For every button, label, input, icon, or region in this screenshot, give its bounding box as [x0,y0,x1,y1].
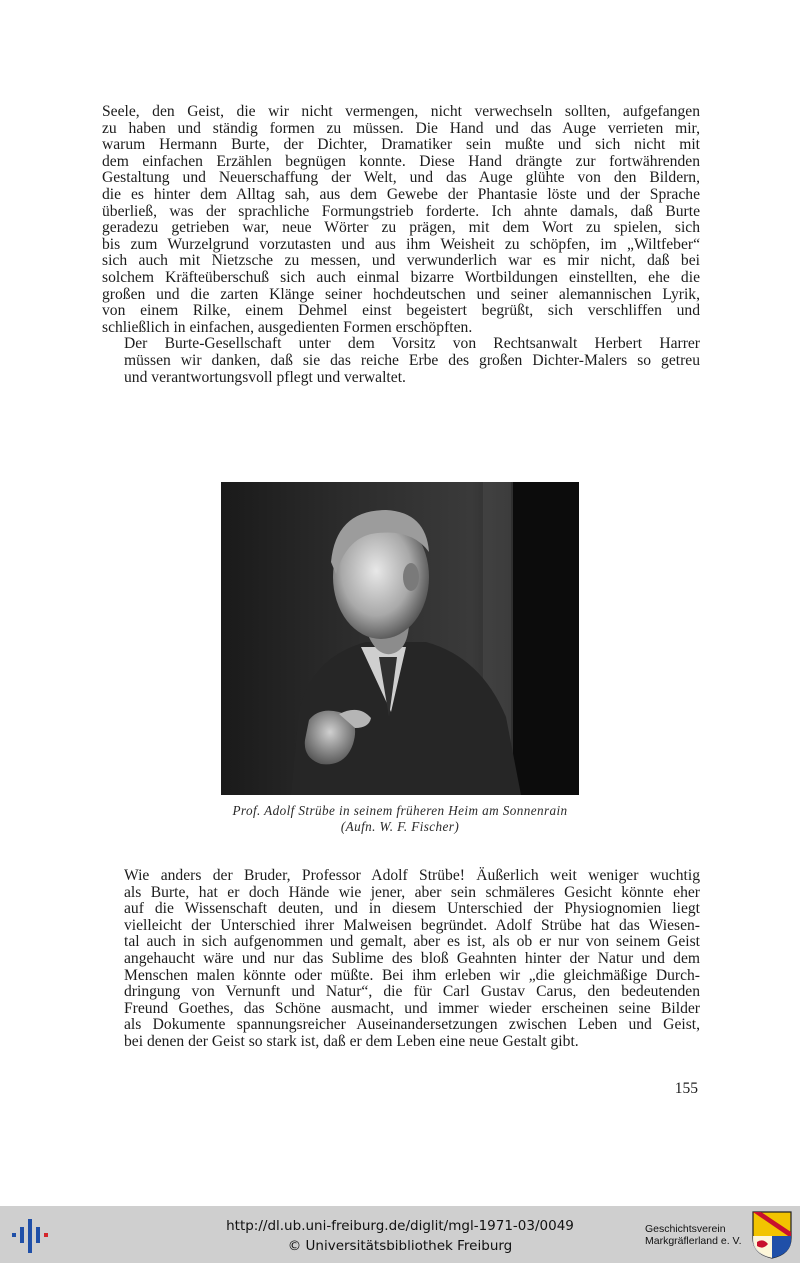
text-line: müssen wir danken, daß sie das reiche Erbe des großen Dichter-Malers so getreu [124,351,700,369]
text-line: auf die Wissenschaft deuten, und in diesem Unterschied der Physiognomien liegt [124,900,700,918]
text-line: warum Hermann Burte, der Dichter, Dramatiker sein mußte und sich nicht mit [102,136,700,154]
text-line: dringung von Vernunft und Natur“, die für Carl Gustav Carus, den bedeutenden [124,983,700,1001]
page-number: 155 [674,1080,698,1097]
footer-center [150,1216,650,1256]
text-line: Menschen malen könnte oder müßte. Bei ihm erleben wir „die gleichmäßige Durch- [124,966,700,984]
text-block-bottom [102,868,700,1051]
caption-title: Prof. Adolf Strübe in seinem früheren Heim am Sonnenrain [232,803,568,818]
paragraph-burte-society [102,336,700,386]
text-line: von einem Rilke, einem Dehmel einst begeistert begrüßt, sich verschliffen und [102,302,700,320]
text-line: vielleicht der Unterschied ihrer Malweisen begründet. Adolf Strübe hat das Wiesen- [124,916,700,934]
text-line: bei denen der Geist so stark ist, daß er dem Leben eine neue Gestalt gibt. [124,1032,579,1050]
text-line: Wie anders der Bruder, Professor Adolf Strübe! Äußerlich weit weniger wuchtig [124,867,700,884]
text-line: Seele, den Geist, die wir nicht vermengen, nicht verwechseln sollten, aufgefangen [102,103,700,120]
text-line: und verantwortungsvoll pflegt und verwaltet. [124,368,406,386]
portrait-photo [221,482,579,795]
text-line: sich auch mit Nietzsche zu messen, und verwunderlich war es mir nicht, daß bei [102,252,700,270]
permalink-link[interactable]: http://dl.ub.uni-freiburg.de/diglit/mgl-1971-03/0049 [226,1218,574,1234]
text-line: Gestaltung und Neuerschaffung der Welt, und das Auge glühte von den Bildern, [102,169,700,187]
copyright-notice: © Universitätsbibliothek Freiburg [287,1238,513,1254]
text-line: schließlich in einfachen, ausgedienten Formen erschöpften. [102,318,473,336]
text-line: zu haben und ständig formen zu müssen. Die Hand und das Auge verrieten mir, [102,119,700,137]
text-line: Der Burte-Gesellschaft unter dem Vorsitz von Rechtsanwalt Herbert Harrer [124,335,700,353]
text-line: tal auch in sich aufgenommen und gemalt, aber es ist, als ob er nur von seinem Geist [124,933,700,951]
text-line: Freund Goethes, das Schöne ausmacht, und immer wieder erscheinen seine Bilder [124,999,700,1017]
society-name-line1: Geschichtsverein [645,1223,726,1235]
society-name [645,1223,750,1247]
society-name-line2: Markgräflerland e. V. [645,1235,742,1247]
university-library-logo-icon[interactable] [10,1216,50,1256]
text-line: angehaucht wäre und nur das Sublime des bloß Geahnten hinter der Natur und dem [124,949,700,967]
text-line: bis zum Wurzelgrund vorzutasten und aus ihm Weisheit zu schöpfen, im „Wiltfeber“ [102,235,700,253]
text-line: geradezu getrieben war, neue Wörter zu prägen, mit dem Wort zu spielen, sich [102,219,700,237]
text-line: als Dokumente spannungsreicher Auseinandersetzungen zwischen Leben und Geist, [124,1016,700,1034]
text-line: großen und die zarten Klänge seiner hochdeutschen und seiner alemannischen Lyrik, [102,285,700,303]
photo-caption [150,803,650,835]
paragraph-burte-character [102,104,700,336]
text-block-top [102,104,700,386]
text-line: die es hinter dem Alltag sah, aus dem Gewebe der Phantasie löste und der Sprache [102,185,700,203]
caption-credit: (Aufn. W. F. Fischer) [340,819,460,834]
text-line: als Burte, hat er doch Hände wie jener, aber sein schmäleres Gesicht könnte eher [124,883,700,901]
text-line: solchem Kräfteüberschuß sich auch einmal bizarre Wortbildungen einstellten, ehe die [102,268,700,286]
text-line: dem einfachen Erzählen begnügen konnte. Diese Hand drängte zur fortwährenden [102,152,700,170]
footer-bar [0,1206,800,1263]
text-line: überließ, was der sprachliche Formungstrieb forderte. Ich ahnte damals, daß Burte [102,202,700,220]
society-crest-icon [751,1210,793,1260]
paragraph-adolf-struebe [102,868,700,1051]
